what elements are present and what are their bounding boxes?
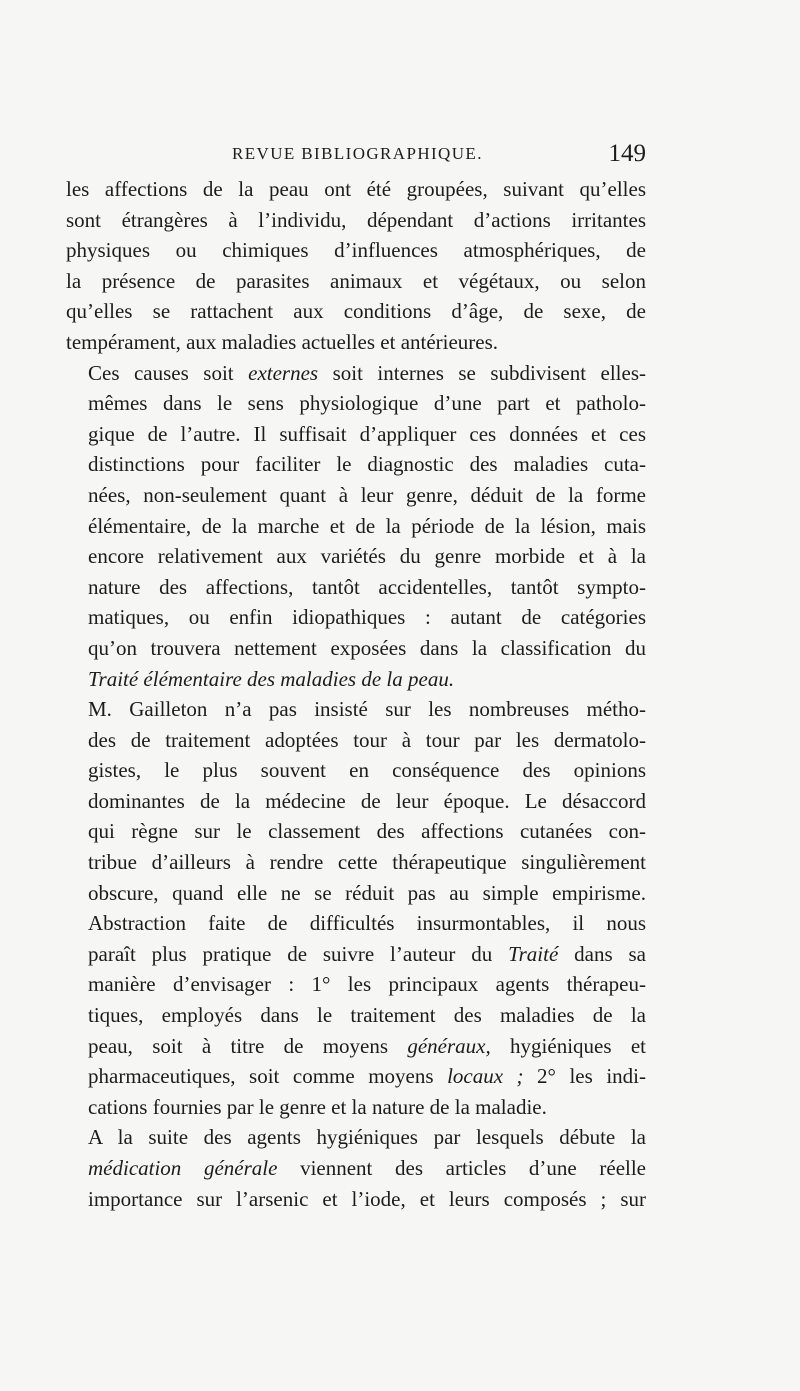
body-text	[66, 174, 646, 1214]
text-line: manière d’envisager : 1° les principaux agents thérapeu-	[88, 972, 646, 997]
text-line: physiques ou chimiques d’influences atmosphériques, de	[66, 238, 646, 263]
text-line: qui règne sur le classement des affections cutanées con-	[88, 819, 646, 844]
running-title: REVUE BIBLIOGRAPHIQUE.	[232, 144, 483, 163]
text-line: cations fournies par le genre et la nature de la maladie.	[88, 1094, 547, 1119]
text-line: paraît plus pratique de suivre l’auteur du Traité dans sa	[88, 941, 646, 966]
text-line: gique de l’autre. Il suffisait d’appliquer ces données et ces	[88, 421, 646, 446]
text-line: Ces causes soit externes soit internes se subdivisent elles-	[88, 360, 646, 385]
text-line: les affections de la peau ont été groupées, suivant qu’elles	[66, 177, 646, 201]
text-line: Traité élémentaire des maladies de la peau.	[88, 666, 455, 691]
text-line: encore relativement aux variétés du genre morbide et à la	[88, 544, 646, 569]
paragraph	[66, 174, 646, 358]
text-line: élémentaire, de la marche et de la période de la lésion, mais	[88, 513, 646, 538]
text-line: nées, non-seulement quant à leur genre, déduit de la forme	[88, 482, 646, 507]
text-line: qu’elles se rattachent aux conditions d’âge, de sexe, de	[66, 299, 646, 324]
text-line: dominantes de la médecine de leur époque. Le désaccord	[88, 788, 646, 813]
text-line: médication générale viennent des articles d’une réelle	[88, 1156, 646, 1180]
text-line: Abstraction faite de difficultés insurmontables, il nous	[88, 911, 646, 936]
text-line: A la suite des agents hygiéniques par lesquels débute la	[88, 1125, 646, 1150]
text-line: tiques, employés dans le traitement des maladies de la	[88, 1003, 646, 1028]
text-line: peau, soit à titre de moyens généraux, hygiéniques et	[88, 1033, 646, 1058]
text-line: obscure, quand elle ne se réduit pas au simple empirisme.	[88, 880, 646, 905]
running-head	[232, 142, 646, 168]
text-line: sont étrangères à l’individu, dépendant d’actions irritantes	[66, 207, 646, 232]
text-line: distinctions pour faciliter le diagnostic des maladies cuta-	[88, 452, 646, 477]
text-line: qu’on trouvera nettement exposées dans la classification du	[88, 635, 646, 660]
text-line: pharmaceutiques, soit comme moyens locaux ; 2° les indi-	[88, 1064, 646, 1089]
text-line: des de traitement adoptées tour à tour par les dermatolo-	[88, 727, 646, 752]
paragraph	[66, 694, 646, 1122]
text-line: importance sur l’arsenic et l’iode, et leurs composés ; sur	[88, 1186, 646, 1211]
text-line: tempérament, aux maladies actuelles et antérieures.	[66, 329, 499, 354]
paragraph	[66, 358, 646, 695]
text-line: matiques, ou enfin idiopathiques : autant de catégories	[88, 605, 646, 630]
paragraph	[66, 1122, 646, 1214]
text-line: mêmes dans le sens physiologique d’une part et patholo-	[88, 391, 646, 416]
text-line: gistes, le plus souvent en conséquence des opinions	[88, 758, 646, 783]
page-number: 149	[608, 140, 646, 167]
text-line: nature des affections, tantôt accidentelles, tantôt sympto-	[88, 574, 646, 599]
text-line: la présence de parasites animaux et végétaux, ou selon	[66, 268, 646, 293]
text-line: M. Gailleton n’a pas insisté sur les nombreuses métho-	[88, 697, 646, 722]
text-line: tribue d’ailleurs à rendre cette thérapeutique singulièrement	[88, 850, 646, 875]
